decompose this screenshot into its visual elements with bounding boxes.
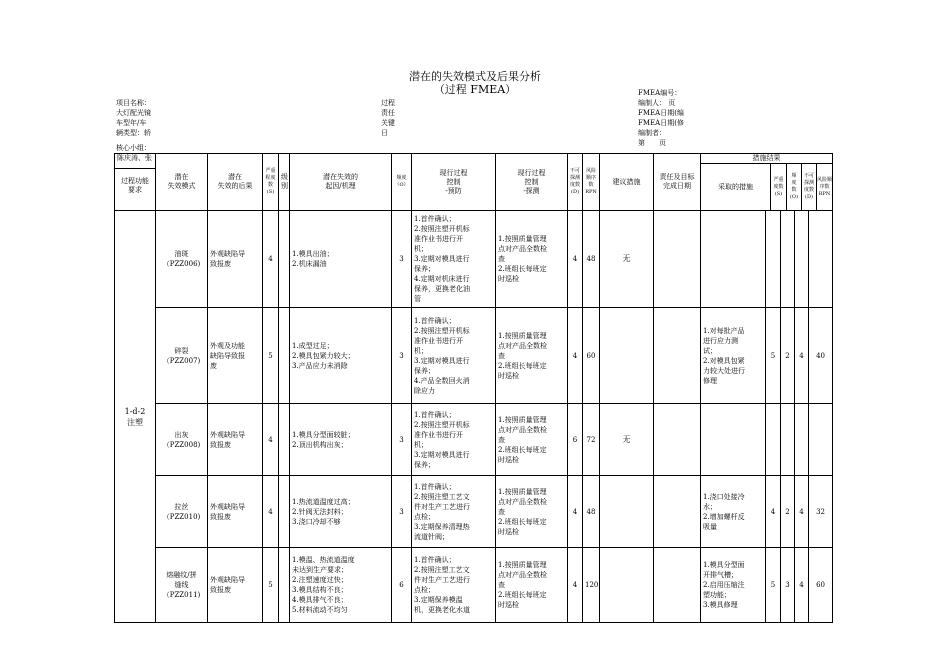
result-detection-cell: 4 — [795, 308, 809, 404]
occurrence-cell: 6 — [392, 548, 412, 623]
failure-cause-cell: 1.成型过足； 2.模具包紧力较大； 3.产品应力未消除 — [290, 308, 392, 404]
rpn-cell: 60 — [583, 308, 600, 404]
header-rpn: 风险 顺序 数 RPN — [583, 154, 600, 211]
table-row — [115, 476, 833, 548]
occurrence-cell: 3 — [392, 404, 412, 476]
action-taken-cell: 1.对每批产品 进行应力测 试； 2.对模具包紧 力较大处进行 修理 — [701, 308, 766, 404]
action-taken-cell: 1.浇口处接冷 水； 2.增加螺杆反 吸量 — [701, 476, 766, 548]
failure-effect-cell: 外观缺陷导 致报废 — [208, 476, 263, 548]
failure-mode-cell: 拉丝 （PZZ010) — [156, 476, 208, 548]
responsibility-label: 责任 — [381, 109, 395, 117]
failure-effect-cell: 外观缺陷导 致报废 — [208, 211, 263, 308]
prevention-control-text: 1.首件确认； 2.按照注塑工艺文 件对生产工艺进行 点检； 3.定期保养模温 机，更换老化水道 — [414, 556, 470, 614]
header-row — [115, 154, 833, 211]
header-detection-control: 现行过程 控制 -探测 — [496, 154, 568, 211]
responsibility-cell — [654, 548, 701, 623]
project-name-label: 项目名称： — [116, 99, 151, 107]
action-taken-cell: 1.模具分型面 开排气槽； 2.启用压缩注 塑功能； 3.模具修理 — [701, 548, 766, 623]
responsibility-cell — [654, 211, 701, 308]
document-title: 潜在的失效模式及后果分析 — [409, 70, 541, 83]
table-row — [115, 211, 833, 308]
part-name: 大灯配光镜 — [116, 109, 151, 117]
class-cell — [279, 548, 290, 623]
header-failure-mode: 潜在 失效模式 — [156, 154, 208, 211]
result-occurrence-cell — [781, 211, 795, 308]
process-label: 过程 — [381, 99, 395, 107]
prepared-by-label: 编制者： — [638, 129, 666, 137]
detection-cell: 4 — [568, 548, 583, 623]
occurrence-cell: 3 — [392, 211, 412, 308]
header-failure-effect: 潜在 失效的后果 — [208, 154, 263, 211]
result-severity-cell: 4 — [766, 476, 781, 548]
result-rpn-cell: 60 — [809, 548, 833, 623]
severity-cell: 5 — [263, 548, 279, 623]
table-row — [115, 404, 833, 476]
core-team-names: 陈庆涛、张 — [115, 154, 155, 169]
vehicle-year-label: 车型年/车 — [116, 119, 147, 127]
class-cell — [279, 308, 290, 404]
detection-control-cell: 1.按照质量管理 点对产品全数检 查 2.班组长每班定 时巡检 — [496, 548, 568, 623]
severity-cell: 5 — [263, 308, 279, 404]
header-class: 级 别 — [279, 154, 290, 211]
result-severity-cell — [766, 404, 781, 476]
header-occurrence: 频度 （O） — [392, 154, 412, 211]
header-recommended-action: 建议措施 — [600, 154, 654, 211]
failure-cause-cell: 1.热流道温度过高； 2.针阀无法封料； 3.浇口冷却不够 — [290, 476, 392, 548]
recommended-action-cell — [600, 308, 654, 404]
failure-cause-cell — [290, 548, 392, 623]
recommended-action-cell — [600, 476, 654, 548]
header-prevention-control: 现行过程 控制 -预防 — [412, 154, 496, 211]
detection-cell: 6 — [568, 404, 583, 476]
failure-cause-cell: 1.模具分型面较脏； 2.顶出机构出灰； — [290, 404, 392, 476]
severity-cell: 4 — [263, 476, 279, 548]
failure-cause-text: 1.模温、热流道温度 未达到生产要求； 2.注塑速度过快； 3.模具结构不良； 4.模具排气不良； 5.材料流动不均匀 — [292, 556, 355, 614]
result-severity-cell: 5 — [766, 308, 781, 404]
occurrence-cell: 3 — [392, 308, 412, 404]
document-subtitle: （过程 FMEA） — [433, 83, 517, 96]
header-result-rpn: 风险顺 序数 RPN — [817, 176, 833, 197]
result-detection-cell: 4 — [795, 548, 809, 623]
header-severity: 严重 程度 数 (S) — [263, 154, 279, 211]
result-severity-cell — [766, 211, 781, 308]
day-label: 日 — [381, 129, 388, 137]
header-process-function-label: 过程功能 要求 — [121, 177, 149, 194]
result-severity-cell: 5 — [766, 548, 781, 623]
prevention-control-text: 1.首件确认； 2.按照注塑工艺文 件对生产工艺进行 点检； 3.定期保养清理热 流道针阀； — [414, 482, 470, 541]
header-responsibility: 责任及目标 完成日期 — [654, 154, 701, 211]
header-failure-cause: 潜在失效的 起因/机理 — [290, 154, 392, 211]
prevention-control-cell — [412, 404, 496, 476]
result-occurrence-cell: 3 — [781, 548, 795, 623]
failure-effect-cell: 外观缺陷导 致报废 — [208, 404, 263, 476]
rpn-cell: 48 — [583, 476, 600, 548]
severity-cell: 4 — [263, 404, 279, 476]
header-detection: 不可 探测 度数 (D) — [568, 154, 583, 211]
result-occurrence-cell: 2 — [781, 476, 795, 548]
prevention-control-cell — [412, 211, 496, 308]
detection-control-cell: 1.按照质量管理 点对产品全数检 查 2.班组长每班定 时巡检 — [496, 476, 568, 548]
result-detection-cell — [795, 211, 809, 308]
result-rpn-cell — [809, 404, 833, 476]
recommended-action-cell — [600, 548, 654, 623]
detection-cell: 4 — [568, 211, 583, 308]
key-date-label: 关键 — [381, 119, 395, 127]
header-result-detection: 不可 探测 度数 (D) — [802, 164, 817, 210]
detection-cell: 4 — [568, 476, 583, 548]
severity-cell: 4 — [263, 211, 279, 308]
failure-mode-cell: 油斑 （PZZ006) — [156, 211, 208, 308]
vehicle-type-label: 辆类型：轿 — [116, 129, 151, 137]
failure-mode-cell: 熔融纹/拼 缝线 （PZZ011) — [156, 548, 208, 623]
failure-effect-cell: 外观缺陷导 致报废 — [208, 548, 263, 623]
detection-control-cell: 1.按照质量管理 点对产品全数检 查 2.班组长每班定 时巡检 — [496, 404, 568, 476]
header-result-severity: 严重 度数 (S) — [771, 164, 787, 210]
failure-effect-cell: 外观及功能 缺陷导致报 废 — [208, 308, 263, 404]
header-action-results — [701, 154, 833, 211]
detection-cell: 4 — [568, 308, 583, 404]
recommended-action-cell: 无 — [600, 404, 654, 476]
failure-mode-cell: 出灰 （PZZ008) — [156, 404, 208, 476]
header-process-function — [115, 154, 156, 211]
prevention-control-cell — [412, 308, 496, 404]
result-rpn-cell: 40 — [809, 308, 833, 404]
header-results-subcolumns — [701, 164, 832, 210]
fmea-table — [114, 153, 833, 623]
result-detection-cell — [795, 404, 809, 476]
preparer-page-label: 编制人： 页 — [638, 99, 676, 107]
fmea-number-label: FMEA编号： — [638, 89, 682, 97]
prevention-control-text: 1.首件确认； 2.按照注塑开机标 准作业书进行开 机； 3.定期对模具进行 保养； 4.定期对机床进行 保养，更换老化油 管 — [414, 215, 470, 303]
header-action-taken: 采取的措施 — [701, 164, 771, 210]
prevention-control-text: 1.首件确认； 2.按照注塑开机标 准作业书进行开 机； 3.定期对模具进行 保养； — [414, 410, 470, 469]
fmea-date-prepared: FMEA日期(编 — [638, 109, 684, 117]
header-action-results-label: 措施结果 — [701, 154, 832, 164]
rpn-cell: 48 — [583, 211, 600, 308]
detection-control-cell: 1.按照质量管理 点对产品全数检 查 2.班组长每班定 时巡检 — [496, 308, 568, 404]
rpn-cell: 72 — [583, 404, 600, 476]
prevention-control-text: 1.首件确认； 2.按照注塑开机标 准作业书进行开 机； 3.定期对模具进行 保养； 4.产品全数回火消 除应力 — [414, 316, 470, 395]
responsibility-cell — [654, 404, 701, 476]
action-taken-cell — [701, 404, 766, 476]
fmea-date-revised: FMEA日期(修 — [638, 119, 684, 127]
core-team-label: 核心小组： — [116, 144, 151, 152]
prevention-control-cell — [412, 548, 496, 623]
result-occurrence-cell — [781, 404, 795, 476]
failure-cause-cell: 1.模具出油； 2.机床漏油 — [290, 211, 392, 308]
class-cell — [279, 211, 290, 308]
prevention-control-cell — [412, 476, 496, 548]
process-meta — [381, 98, 395, 138]
responsibility-cell — [654, 308, 701, 404]
detection-control-cell: 1.按照质量管理 点对产品全数检 查 2.班组长每班定 时巡检 — [496, 211, 568, 308]
result-rpn-cell — [809, 211, 833, 308]
fmea-meta — [638, 88, 684, 148]
rpn-cell: 120 — [583, 548, 600, 623]
class-cell — [279, 476, 290, 548]
table-row — [115, 548, 833, 623]
header-result-occurrence: 频 度 数 (O) — [787, 164, 802, 210]
action-taken-cell — [701, 211, 766, 308]
page-number-label: 第 页 — [638, 139, 666, 147]
result-rpn-cell: 32 — [809, 476, 833, 548]
project-meta — [116, 98, 151, 138]
result-detection-cell: 4 — [795, 476, 809, 548]
table-row — [115, 308, 833, 404]
recommended-action-cell: 无 — [600, 211, 654, 308]
responsibility-cell — [654, 476, 701, 548]
class-cell — [279, 404, 290, 476]
result-occurrence-cell: 2 — [781, 308, 795, 404]
failure-mode-cell: 碎裂 （PZZ007) — [156, 308, 208, 404]
occurrence-cell: 3 — [392, 476, 412, 548]
process-step-cell: 1-d-2 注塑 — [115, 211, 156, 623]
